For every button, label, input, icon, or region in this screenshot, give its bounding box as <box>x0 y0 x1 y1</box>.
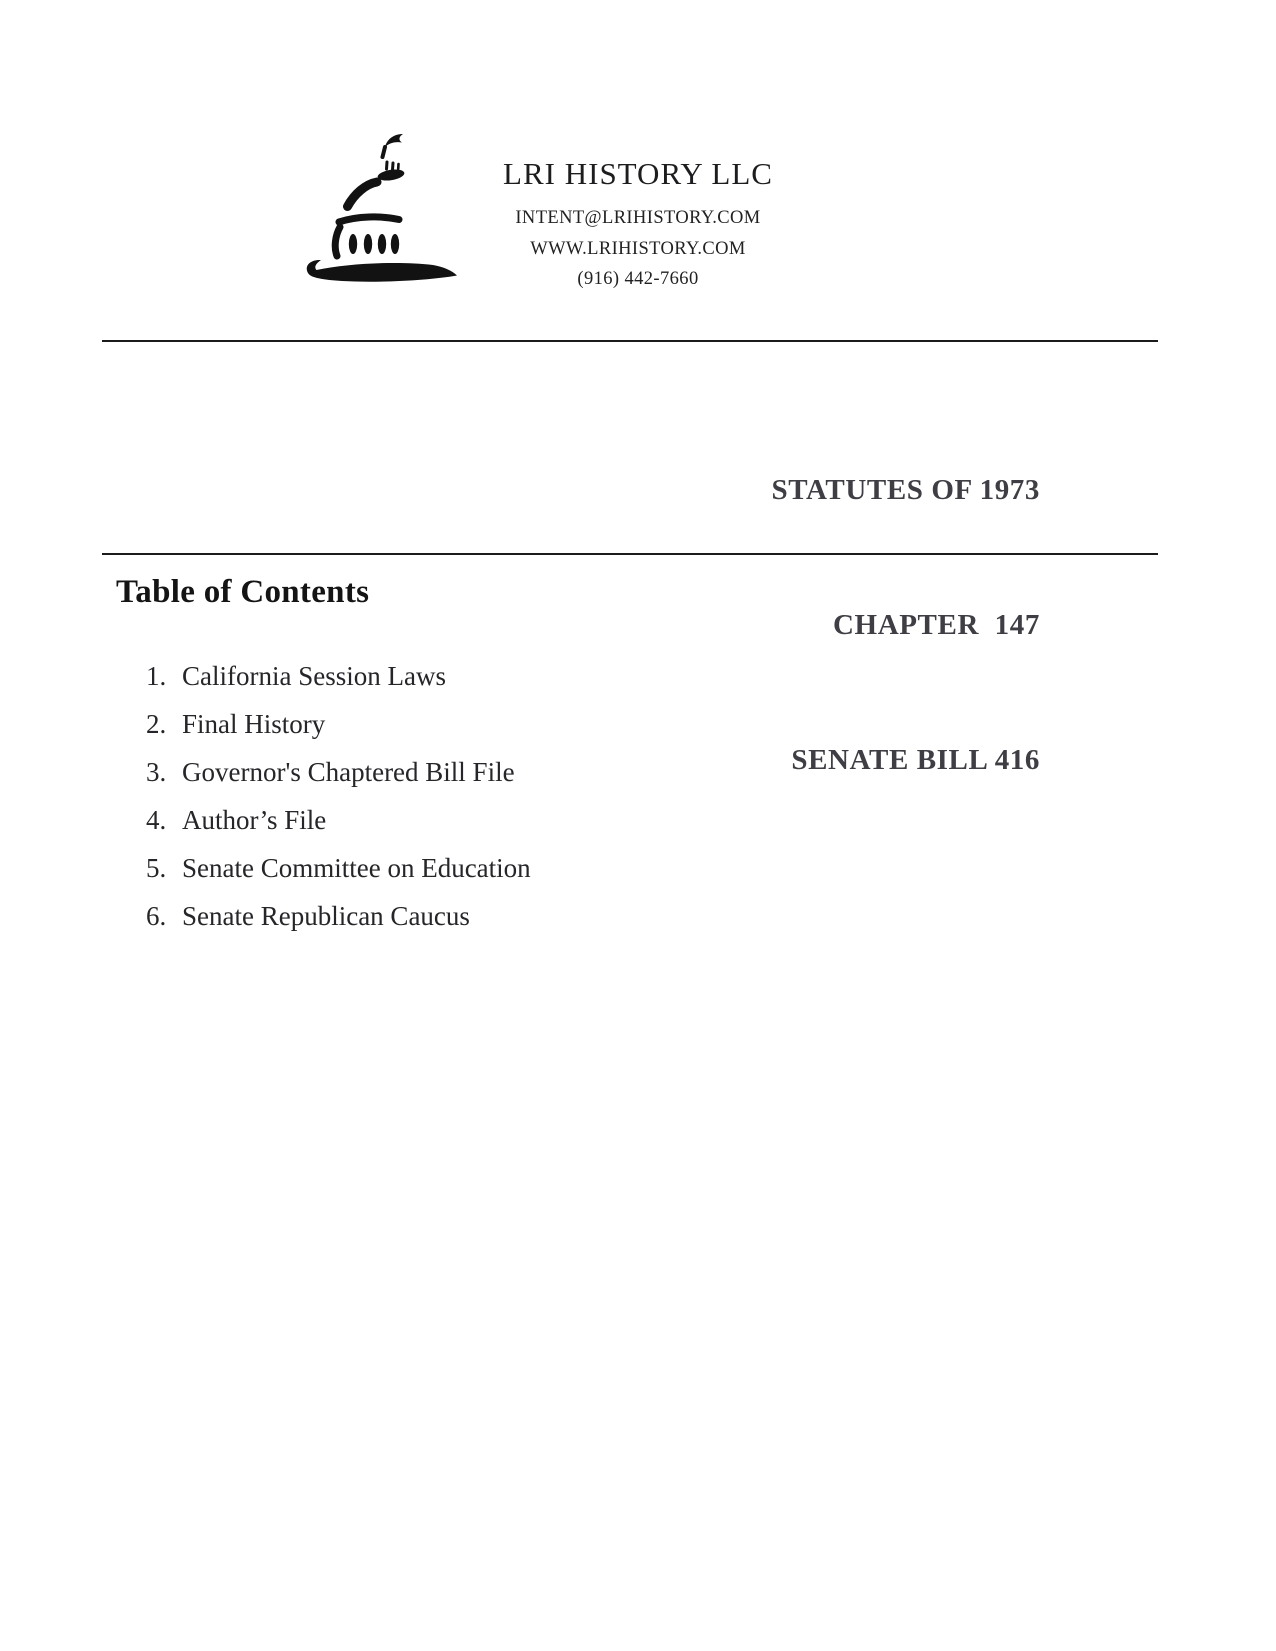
toc-list <box>0 652 1276 940</box>
toc-item <box>0 700 1276 748</box>
toc-item-number: 3. <box>146 757 167 787</box>
toc-item-label: Author’s File <box>182 805 327 835</box>
company-email: INTENT@LRIHISTORY.COM <box>515 208 761 228</box>
toc-item <box>0 748 1276 796</box>
divider-bottom <box>102 553 1158 555</box>
toc-item-label: Governor's Chaptered Bill File <box>182 757 515 787</box>
toc-item <box>0 796 1276 844</box>
chapter-line: CHAPTER 147 <box>833 609 1040 641</box>
toc-item <box>0 892 1276 940</box>
company-phone: (916) 442-7660 <box>577 269 699 289</box>
senate-bill-line: SENATE BILL 416 <box>791 744 1040 776</box>
toc-item-label: Senate Republican Caucus <box>182 901 470 931</box>
statutes-line: STATUTES OF 1973 <box>771 474 1040 506</box>
toc-item-number: 5. <box>146 853 167 883</box>
company-website: WWW.LRIHISTORY.COM <box>530 239 746 259</box>
toc-item-number: 1. <box>146 661 167 691</box>
toc-item-number: 4. <box>146 805 167 835</box>
toc-item <box>0 844 1276 892</box>
capitol-dome-logo-icon <box>295 121 463 291</box>
toc-item-label: California Session Laws <box>182 661 446 691</box>
toc-item-number: 6. <box>146 901 167 931</box>
toc-item <box>0 652 1276 700</box>
divider-top <box>102 340 1158 342</box>
toc-title: Table of Contents <box>116 574 370 610</box>
toc-item-label: Final History <box>182 709 326 739</box>
company-name: LRI HISTORY LLC <box>503 156 773 191</box>
toc-item-label: Senate Committee on Education <box>182 853 531 883</box>
toc-item-number: 2. <box>146 709 167 739</box>
